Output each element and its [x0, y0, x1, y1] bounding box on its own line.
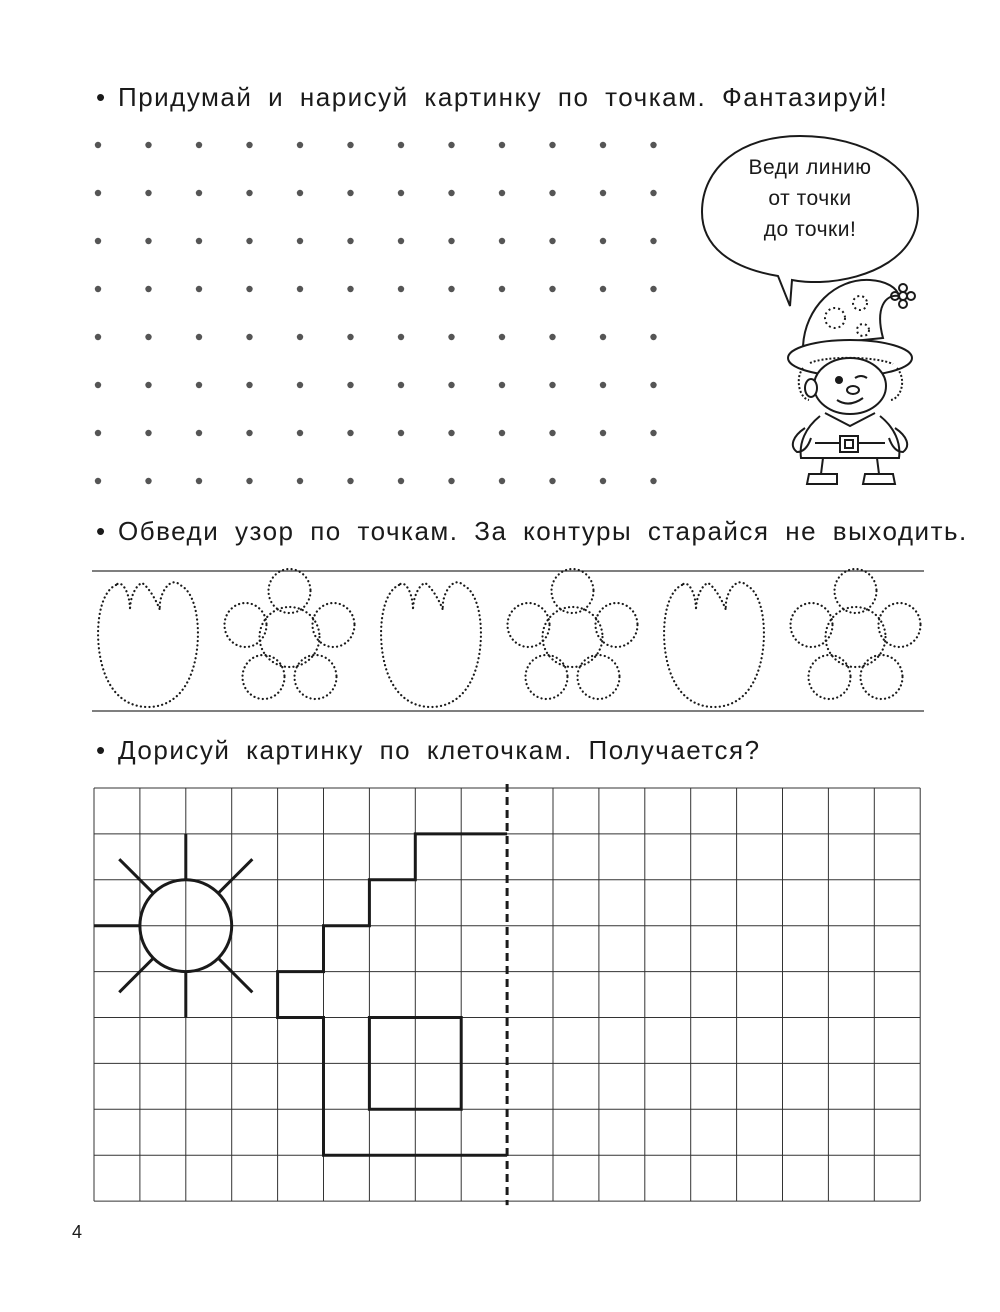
grid-dot[interactable]	[145, 382, 151, 388]
grid-dot[interactable]	[448, 190, 454, 196]
grid-dot[interactable]	[499, 238, 505, 244]
grid-dot[interactable]	[297, 190, 303, 196]
flower-outline[interactable]	[791, 569, 921, 699]
grid-dot[interactable]	[398, 190, 404, 196]
grid-dot[interactable]	[650, 190, 656, 196]
speech-line-3: до точки!	[763, 218, 857, 241]
grid-dot[interactable]	[246, 190, 252, 196]
speech-line-1: Веди линию	[748, 156, 872, 179]
grid-dot[interactable]	[196, 190, 202, 196]
flower-outline[interactable]	[508, 569, 638, 699]
grid-dot[interactable]	[196, 142, 202, 148]
grid-dot[interactable]	[196, 478, 202, 484]
tulip-outline[interactable]	[98, 582, 198, 707]
grid-dot[interactable]	[448, 286, 454, 292]
grid-dot[interactable]	[600, 430, 606, 436]
grid-dot[interactable]	[347, 286, 353, 292]
grid-dot[interactable]	[246, 430, 252, 436]
grid-dot[interactable]	[196, 334, 202, 340]
grid-dot[interactable]	[448, 382, 454, 388]
grid-dot[interactable]	[347, 478, 353, 484]
grid-dot[interactable]	[398, 142, 404, 148]
grid-dot[interactable]	[297, 478, 303, 484]
grid-dot[interactable]	[549, 382, 555, 388]
grid-dot[interactable]	[246, 334, 252, 340]
grid-dot[interactable]	[650, 382, 656, 388]
grid-dot[interactable]	[145, 238, 151, 244]
grid-dot[interactable]	[145, 430, 151, 436]
grid-dot[interactable]	[600, 478, 606, 484]
grid-dot[interactable]	[499, 430, 505, 436]
bullet: •	[96, 82, 107, 112]
grid-dot[interactable]	[600, 142, 606, 148]
grid-dot[interactable]	[499, 142, 505, 148]
task-3-text: Дорисуй картинку по клеточкам. Получается?	[118, 735, 761, 765]
dot-grid[interactable]	[80, 125, 680, 505]
grid-dot[interactable]	[95, 142, 101, 148]
grid-dot[interactable]	[549, 142, 555, 148]
task-1-instruction	[96, 82, 888, 113]
drawing-grid[interactable]	[88, 780, 928, 1210]
grid-dot[interactable]	[650, 286, 656, 292]
grid-dot[interactable]	[347, 334, 353, 340]
grid-dot[interactable]	[95, 382, 101, 388]
grid-dot[interactable]	[246, 238, 252, 244]
grid-dot[interactable]	[145, 286, 151, 292]
grid-dot[interactable]	[246, 478, 252, 484]
grid-dot[interactable]	[347, 190, 353, 196]
grid-dot[interactable]	[398, 238, 404, 244]
grid-dot[interactable]	[448, 334, 454, 340]
grid-dot[interactable]	[297, 142, 303, 148]
grid-dot[interactable]	[347, 382, 353, 388]
staircase-drawing	[278, 834, 508, 1155]
grid-dot[interactable]	[297, 382, 303, 388]
grid-dot[interactable]	[600, 238, 606, 244]
grid-dot[interactable]	[398, 382, 404, 388]
grid-dot[interactable]	[95, 478, 101, 484]
grid-dot[interactable]	[499, 478, 505, 484]
page-number: 4	[72, 1222, 83, 1242]
grid-dot[interactable]	[549, 238, 555, 244]
grid-dot[interactable]	[297, 238, 303, 244]
grid-dot[interactable]	[95, 190, 101, 196]
grid-dot[interactable]	[499, 334, 505, 340]
grid-dot[interactable]	[347, 238, 353, 244]
grid-dot[interactable]	[549, 190, 555, 196]
speech-line-2: от точки	[768, 187, 852, 210]
grid-dot[interactable]	[95, 430, 101, 436]
grid-dot[interactable]	[600, 286, 606, 292]
grid-dot[interactable]	[347, 430, 353, 436]
grid-dot[interactable]	[145, 142, 151, 148]
grid-dot[interactable]	[196, 238, 202, 244]
grid-dot[interactable]	[347, 142, 353, 148]
grid-dot[interactable]	[398, 334, 404, 340]
grid-dot[interactable]	[499, 382, 505, 388]
tracing-pattern[interactable]	[92, 565, 924, 717]
grid-dot[interactable]	[650, 478, 656, 484]
grid-dot[interactable]	[448, 238, 454, 244]
grid-dot[interactable]	[246, 142, 252, 148]
speech-bubble-text	[700, 152, 920, 245]
grid-dot[interactable]	[196, 286, 202, 292]
grid-dot[interactable]	[145, 190, 151, 196]
grid-dot[interactable]	[600, 334, 606, 340]
grid-dot[interactable]	[246, 382, 252, 388]
grid-dot[interactable]	[246, 286, 252, 292]
tulip-outline[interactable]	[381, 582, 481, 707]
task-1-text: Придумай и нарисуй картинку по точкам. Фантазируй!	[118, 82, 889, 112]
grid-dot[interactable]	[145, 334, 151, 340]
grid-dot[interactable]	[650, 334, 656, 340]
grid-dot[interactable]	[398, 430, 404, 436]
grid-dot[interactable]	[650, 142, 656, 148]
bullet: •	[96, 516, 107, 546]
task-2-text: Обведи узор по точкам. За контуры старайся не выходить.	[118, 516, 968, 546]
grid-dot[interactable]	[650, 238, 656, 244]
task-2-instruction	[96, 516, 968, 547]
grid-dot[interactable]	[95, 286, 101, 292]
grid-dot[interactable]	[600, 382, 606, 388]
grid-dot[interactable]	[650, 430, 656, 436]
grid-dot[interactable]	[499, 286, 505, 292]
grid-dot[interactable]	[448, 142, 454, 148]
grid-dot[interactable]	[297, 286, 303, 292]
grid-dot[interactable]	[549, 430, 555, 436]
grid-dot[interactable]	[448, 478, 454, 484]
grid-dot[interactable]	[196, 382, 202, 388]
grid-dot[interactable]	[95, 238, 101, 244]
grid-dot[interactable]	[145, 478, 151, 484]
grid-dot[interactable]	[95, 334, 101, 340]
task-3-instruction	[96, 735, 761, 766]
grid-dot[interactable]	[549, 334, 555, 340]
grid-dot[interactable]	[196, 430, 202, 436]
grid-dot[interactable]	[398, 286, 404, 292]
grid-dot[interactable]	[499, 190, 505, 196]
grid-dot[interactable]	[398, 478, 404, 484]
grid-dot[interactable]	[448, 430, 454, 436]
grid-dot[interactable]	[297, 334, 303, 340]
flower-outline[interactable]	[225, 569, 355, 699]
grid-dot[interactable]	[600, 190, 606, 196]
grid-dot[interactable]	[297, 430, 303, 436]
gnome-illustration	[775, 268, 925, 488]
grid-dot[interactable]	[549, 286, 555, 292]
tulip-outline[interactable]	[664, 582, 764, 707]
bullet: •	[96, 735, 107, 765]
grid-dot[interactable]	[549, 478, 555, 484]
